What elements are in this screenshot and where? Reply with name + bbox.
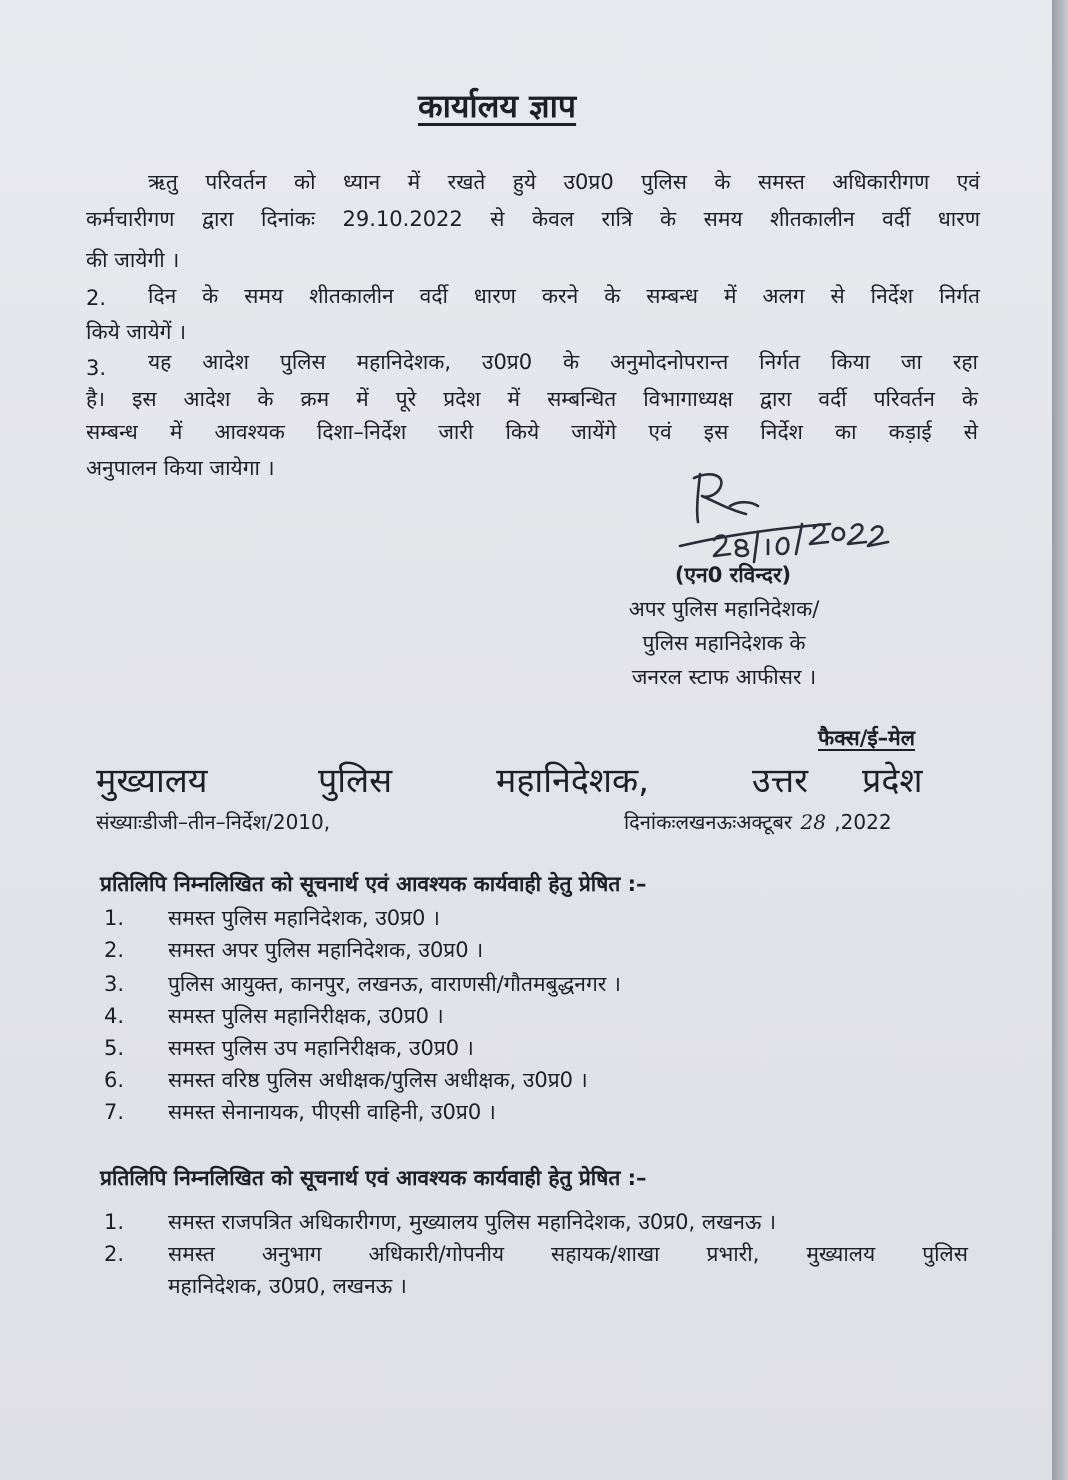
list-item-number: 1.	[104, 906, 125, 930]
intro-line-3: की जायेगी ।	[86, 248, 180, 272]
list-item-text: समस्त वरिष्ठ पुलिस अधीक्षक/पुलिस अधीक्षक, उ0प्र0 ।	[168, 1068, 588, 1092]
intro-line-2: कर्मचारीगण द्वारा दिनांकः 29.10.2022 से केवल रात्रि के समय शीतकालीन वर्दी धारण	[86, 207, 980, 231]
signatory-designation-line-2: पुलिस महानिदेशक के	[642, 631, 806, 655]
dispatch-date-year: ,2022	[834, 810, 892, 834]
copy-list-1	[104, 902, 924, 1132]
list-item-text: समस्त राजपत्रित अधिकारीगण, मुख्यालय पुलिस महानिदेशक, उ0प्र0, लखनऊ ।	[168, 1210, 777, 1234]
list-item-text: समस्त अपर पुलिस महानिदेशक, उ0प्र0 ।	[168, 938, 484, 962]
paragraph-3-line-2: है। इस आदेश के क्रम में पूरे प्रदेश में सम्बन्धित विभागाध्यक्ष द्वारा वर्दी परिवर्तन के	[86, 387, 978, 411]
reference-number: संख्याःडीजी–तीन–निर्देश/2010,	[96, 810, 331, 834]
list-item-number: 4.	[104, 1004, 125, 1028]
paper-edge-shadow	[1052, 0, 1068, 1480]
list-item-text-line-1: समस्त अनुभाग अधिकारी/गोपनीय सहायक/शाखा प्रभारी, मुख्यालय पुलिस	[168, 1242, 968, 1266]
paragraph-2-line-1: दिन के समय शीतकालीन वर्दी धारण करने के सम्बन्ध में अलग से निर्देश निर्गत	[148, 284, 980, 308]
intro-line-1: ऋतु परिवर्तन को ध्यान में रखते हुये उ0प्र0 पुलिस के समस्त अधिकारीगण एवं	[148, 170, 980, 194]
signatory-name: (एन0 रविन्दर)	[674, 563, 792, 587]
dispatch-mode: फैक्स/ई–मेल	[818, 726, 915, 750]
hq-word-3: महानिदेशक,	[496, 761, 649, 801]
dispatch-date-day: 28	[800, 810, 826, 834]
list-item-text: समस्त पुलिस उप महानिरीक्षक, उ0प्र0 ।	[168, 1036, 474, 1060]
dispatch-date	[624, 808, 892, 835]
list-item	[104, 1238, 970, 1302]
signatory-designation-line-1: अपर पुलिस महानिदेशक/	[628, 597, 820, 621]
paragraph-3-line-1: यह आदेश पुलिस महानिदेशक, उ0प्र0 के अनुमोदनोपरान्त निर्गत किया जा रहा	[148, 350, 978, 374]
list-item-text: समस्त पुलिस महानिदेशक, उ0प्र0 ।	[168, 906, 441, 930]
list-item-number: 5.	[104, 1036, 125, 1060]
paragraph-3-number: 3.	[86, 356, 107, 380]
list-item-number: 2.	[104, 938, 125, 962]
paragraph-3-line-3: सम्बन्ध में आवश्यक दिशा–निर्देश जारी किये जायेंगे एवं इस निर्देश का कड़ाई से	[86, 420, 978, 444]
hq-word-1: मुख्यालय	[96, 761, 208, 801]
list-item-text: समस्त सेनानायक, पीएसी वाहिनी, उ0प्र0 ।	[168, 1100, 496, 1124]
signatory-designation-line-3: जनरल स्टाफ आफीसर ।	[631, 665, 817, 689]
list-item-number: 2.	[104, 1242, 125, 1266]
copy-list-1-heading: प्रतिलिपि निम्नलिखित को सूचनार्थ एवं आवश्यक कार्यवाही हेतु प्रेषित :–	[100, 872, 647, 896]
hq-word-2: पुलिस	[318, 761, 393, 801]
list-item-text: समस्त पुलिस महानिरीक्षक, उ0प्र0 ।	[168, 1004, 444, 1028]
list-item-number: 6.	[104, 1068, 125, 1092]
list-item-number: 7.	[104, 1100, 125, 1124]
hq-word-4: उत्तर	[752, 761, 809, 801]
dispatch-date-prefix: दिनांकःलखनऊःअक्टूबर	[624, 810, 793, 834]
paragraph-3-line-4: अनुपालन किया जायेगा ।	[86, 456, 275, 480]
list-item-number: 1.	[104, 1210, 125, 1234]
paragraph-2-line-2: किये जायेगें ।	[86, 320, 187, 344]
paragraph-2-number: 2.	[86, 286, 107, 310]
document-title: कार्यालय ज्ञाप	[418, 87, 577, 125]
copy-list-2	[104, 1206, 970, 1306]
list-item-text: पुलिस आयुक्त, कानपुर, लखनऊ, वाराणसी/गौतमबुद्धनगर ।	[168, 972, 621, 996]
list-item-number: 3.	[104, 972, 125, 996]
handwritten-signature	[660, 462, 920, 572]
hq-word-5: प्रदेश	[862, 761, 923, 801]
copy-list-2-heading: प्रतिलिपि निम्नलिखित को सूचनार्थ एवं आवश्यक कार्यवाही हेतु प्रेषित :–	[100, 1166, 647, 1190]
list-item-text-line-2: महानिदेशक, उ0प्र0, लखनऊ ।	[168, 1274, 407, 1298]
